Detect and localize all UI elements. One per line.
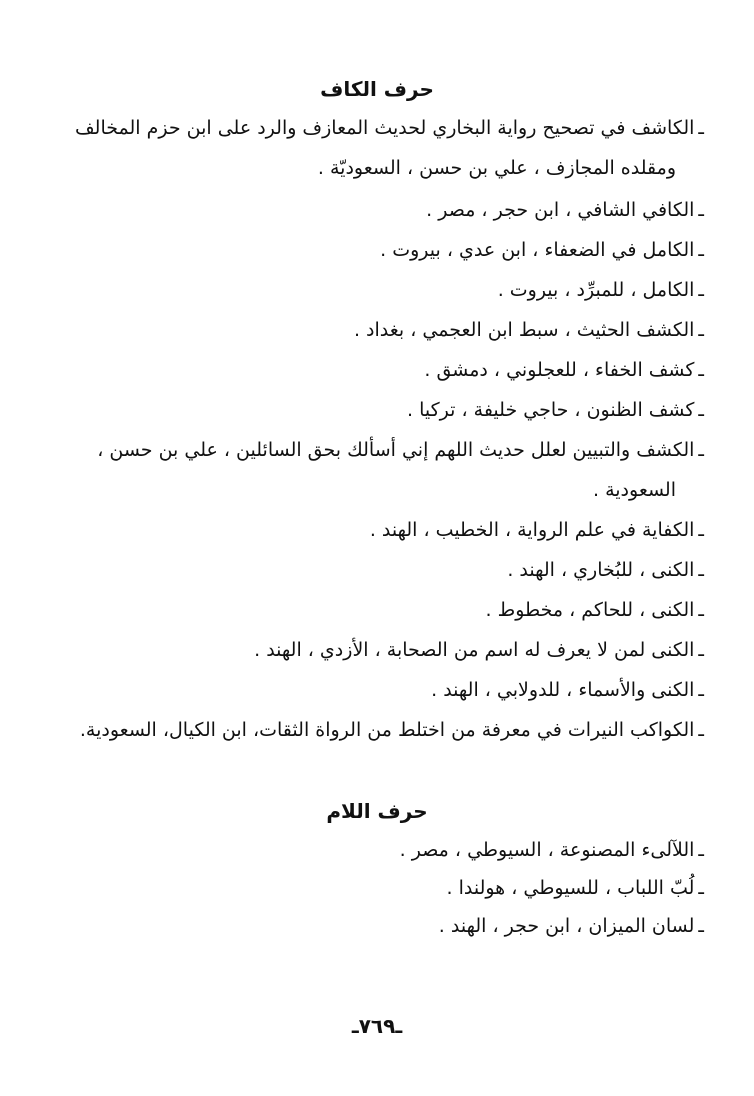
entry-dash: ـ [698,117,704,139]
entry-10 [44,556,704,584]
entry-dash: ـ [698,599,704,621]
entry-15 [44,836,704,864]
entry-4 [44,276,704,304]
entry-text: لُبّ اللباب ، للسيوطي ، هولندا . [446,877,695,899]
entry-text: الكشف والتبيين لعلل حديث اللهم إني أسألك بحق السائلين ، علي بن حسن ، [97,439,695,461]
entry-9 [44,516,704,544]
entry-text: الكامل ، للمبرِّد ، بيروت . [497,279,695,301]
entry-text: اللآلىء المصنوعة ، السيوطي ، مصر . [399,839,695,861]
entry-dash: ـ [698,199,704,221]
entry-dash: ـ [698,239,704,261]
entry-text: الكواكب النيرات في معرفة من اختلط من الرواة الثقات، ابن الكيال، السعودية. [79,719,695,741]
entry-text: الكفاية في علم الرواية ، الخطيب ، الهند . [369,519,695,541]
entry-8-line-2: السعودية . [592,479,676,501]
entry-6 [44,356,704,384]
entry-dash: ـ [698,559,704,581]
entry-16 [44,874,704,902]
entry-dash: ـ [698,399,704,421]
entry-text: الكامل في الضعفاء ، ابن عدي ، بيروت . [380,239,695,261]
entry-dash: ـ [698,439,704,461]
entry-dash: ـ [698,719,704,741]
entry-dash: ـ [698,679,704,701]
entry-12 [44,636,704,664]
entry-dash: ـ [698,915,704,937]
entry-14 [44,716,704,744]
entry-dash: ـ [698,359,704,381]
entry-text: الكنى لمن لا يعرف له اسم من الصحابة ، الأزدي ، الهند . [254,639,695,661]
entry-dash: ـ [698,877,704,899]
entry-2 [44,196,704,224]
entry-text: الكنى ، للبُخاري ، الهند . [507,559,695,581]
section-heading-kaf: حرف الكاف [320,77,434,101]
entry-text: الكنى والأسماء ، للدولابي ، الهند . [431,679,695,701]
entry-text: كشف الخفاء ، للعجلوني ، دمشق . [424,359,695,381]
entry-text: لسان الميزان ، ابن حجر ، الهند . [438,915,695,937]
entry-text: الكافي الشافي ، ابن حجر ، مصر . [426,199,695,221]
entry-11 [44,596,704,624]
entry-1-line-2: ومقلده المجازف ، علي بن حسن ، السعوديّة . [317,157,676,179]
entry-dash: ـ [698,279,704,301]
entry-text: الكنى ، للحاكم ، مخطوط . [485,599,695,621]
entry-text: كشف الظنون ، حاجي خليفة ، تركيا . [407,399,695,421]
entry-13 [44,676,704,704]
entry-7 [44,396,704,424]
entry-8-line-1 [44,436,704,464]
entry-17 [44,912,704,940]
entry-dash: ـ [698,519,704,541]
entry-5 [44,316,704,344]
entry-dash: ـ [698,839,704,861]
entry-1-line-1 [44,114,704,142]
entry-3 [44,236,704,264]
entry-text: الكشف الحثيث ، سبط ابن العجمي ، بغداد . [353,319,695,341]
page-number: ـ٧٦٩ـ [351,1014,403,1038]
entry-text: الكاشف في تصحيح رواية البخاري لحديث المعازف والرد على ابن حزم المخالف [75,117,695,139]
entry-dash: ـ [698,319,704,341]
section-heading-lam: حرف اللام [326,799,428,823]
entry-dash: ـ [698,639,704,661]
